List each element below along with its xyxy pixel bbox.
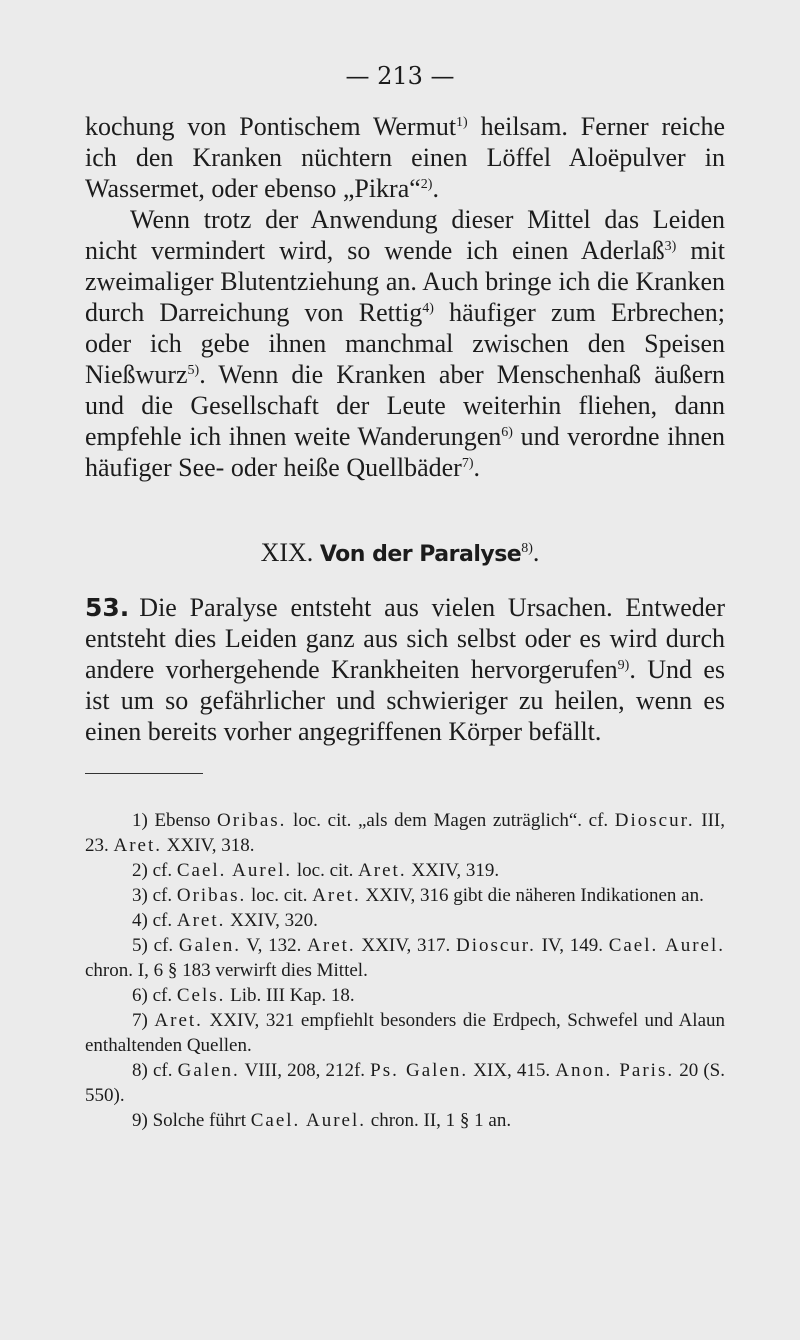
text-run: Lib. III Kap. 18.: [225, 985, 355, 1006]
cited-author: Oribas.: [217, 810, 287, 831]
footnotes: [85, 808, 725, 1133]
cited-author: Aret.: [312, 885, 361, 906]
cited-author: Dioscur.: [455, 935, 536, 956]
section-numeral: XIX.: [260, 538, 314, 567]
text-run: loc. cit.: [292, 860, 359, 881]
text-run: 6) cf.: [132, 985, 177, 1006]
footnote-ref: 7): [461, 456, 474, 471]
text-run: .: [432, 174, 439, 203]
footnote-ref: 8): [521, 541, 533, 556]
text-run: 2) cf.: [132, 860, 177, 881]
text-run: heilsam. Ferner reiche ich den Kranken nüchtern einen Löffel Aloëpulver in Wassermet, oder ebenso „Pikra“: [85, 112, 725, 203]
text-run: 3) cf.: [132, 885, 177, 906]
paragraph-continuation: [85, 111, 725, 204]
text-run: 9) Solche führt: [132, 1110, 251, 1131]
cited-author: Aret.: [358, 860, 407, 881]
section-heading-end: .: [532, 538, 540, 567]
footnote-ref: 3): [664, 239, 677, 254]
paragraph-text: [85, 111, 725, 204]
text-run: . Wenn die Kranken aber Menschenhaß äußern und die Gesellschaft der Leute weiterhin fliehen, dann empfehle ich ihnen weite Wanderungen: [85, 360, 725, 451]
text-run: 5) cf.: [132, 935, 179, 956]
footnote-ref: 5): [187, 363, 200, 378]
footnote: [85, 808, 725, 858]
footnote-divider: [85, 773, 203, 774]
text-run: 4) cf.: [132, 910, 177, 931]
cited-author: Cael. Aurel.: [176, 860, 293, 881]
page-number: — 213 —: [345, 62, 455, 90]
text-run: XXIV, 321 empfiehlt besonders die Erdpech, Schwefel und Alaun enthaltenden Quellen.: [85, 1010, 726, 1056]
text-run: Wenn trotz der Anwendung dieser Mittel das Leiden nicht vermindert wird, so wende ich einen Aderlaß: [85, 205, 725, 265]
text-run: IV, 149.: [535, 935, 609, 956]
text-run: 20 (S. 550).: [85, 1060, 725, 1106]
footnote: [85, 908, 725, 933]
cited-author: Galen.: [178, 935, 241, 956]
text-run: chron. II, 1 § 1 an.: [366, 1110, 512, 1131]
footnote: [85, 1008, 725, 1058]
footnote: [85, 858, 725, 883]
text-run: V, 132.: [240, 935, 308, 956]
footnote: [85, 933, 725, 983]
footnote: [85, 1108, 725, 1133]
text-run: XXIV, 319.: [406, 860, 500, 881]
cited-author: Galen.: [177, 1060, 240, 1081]
text-run: 8) cf.: [132, 1060, 178, 1081]
footnote: [85, 983, 725, 1008]
cited-author: Cael. Aurel.: [608, 935, 725, 956]
footnote-ref: 1): [456, 115, 468, 130]
paragraph-treatment: [85, 204, 725, 483]
section-heading: [0, 538, 800, 570]
paragraph-number: 53.: [85, 593, 130, 622]
text-run: 1) Ebenso: [132, 810, 218, 831]
section-title: Von der Paralyse: [319, 542, 522, 567]
footnote: [85, 883, 725, 908]
cited-author: Oribas.: [176, 885, 247, 906]
text-run: XIX, 415.: [468, 1060, 556, 1081]
cited-author: Cels.: [176, 985, 226, 1006]
text-run: XXIV, 318.: [162, 835, 255, 856]
cited-author: Cael. Aurel.: [250, 1110, 367, 1131]
cited-author: Ps. Galen.: [370, 1060, 469, 1081]
text-run: kochung von Pontischem Wermut: [85, 112, 457, 141]
text-run: VIII, 208, 212f.: [239, 1060, 371, 1081]
text-run: 7): [132, 1010, 155, 1031]
footnote-ref: 9): [617, 658, 630, 673]
text-run: chron. I, 6 § 183 verwirft dies Mittel.: [85, 960, 368, 981]
paragraph-text: [85, 204, 725, 483]
text-run: XXIV, 317.: [355, 935, 456, 956]
cited-author: Anon. Paris.: [555, 1060, 675, 1081]
cited-author: Aret.: [154, 1010, 203, 1031]
cited-author: Aret.: [176, 910, 226, 931]
footnote-ref: 4): [422, 301, 434, 316]
cited-author: Aret.: [113, 835, 163, 856]
text-run: loc. cit.: [246, 885, 313, 906]
text-run: XXIV, 320.: [225, 910, 318, 931]
text-run: III, 23.: [85, 810, 725, 856]
text-run: . Und es ist um so gefährlicher und schwieriger zu heilen, wenn es einen bereits vorher angegriffenen Körper befällt.: [85, 655, 726, 746]
footnote-ref: 6): [501, 425, 513, 440]
cited-author: Dioscur.: [614, 810, 695, 831]
paragraph-text: [85, 593, 725, 746]
text-run: XXIV, 316 gibt die näheren Indikationen an.: [360, 885, 704, 906]
paragraph-53: [85, 592, 725, 747]
footnote-ref: 2): [420, 177, 433, 192]
text-run: .: [473, 453, 480, 482]
text-run: mit zweimaliger Blutentziehung an. Auch bringe ich die Kranken durch Darreichung von Rettig: [85, 236, 725, 327]
cited-author: Aret.: [307, 935, 356, 956]
text-run: und verordne ihnen häufiger See- oder heiße Quellbäder: [85, 422, 725, 482]
text-run: häufiger zum Erbrechen; oder ich gebe ihnen manchmal zwischen den Speisen Nießwurz: [85, 298, 725, 389]
text-run: loc. cit. „als dem Magen zuträglich“. cf.: [286, 810, 615, 831]
footnote: [85, 1058, 725, 1108]
text-run: Die Paralyse entsteht aus vielen Ursachen. Entweder entsteht dies Leiden ganz aus sich selbst oder es wird durch andere vorhergehende Krankheiten hervorgerufen: [85, 593, 725, 684]
